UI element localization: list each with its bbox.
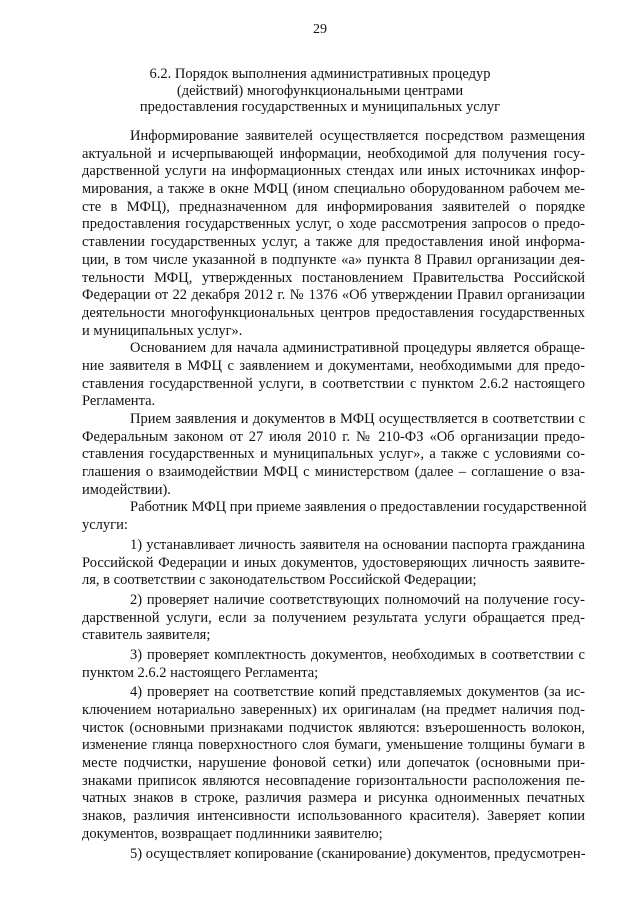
section-title-line: 6.2. Порядок выполнения административных процедур [149, 66, 491, 82]
text-line: ставления государственной услуги, в соответствии с пунктом 2.6.2 настоящего [82, 375, 585, 392]
text-line: Федерации от 22 декабря 2012 г. № 1376 «Об утверждении Правил организации [82, 287, 585, 304]
page-number: 29 [313, 22, 327, 37]
text-line: знаков, различия интенсивности использованного красителя). Заверяет копии [82, 808, 585, 825]
text-line: 3) проверяет комплектность документов, необходимых в соответствии с [130, 646, 585, 663]
paragraph [82, 647, 585, 682]
text-line: и муниципальных услуг». [82, 322, 243, 339]
paragraph [82, 128, 585, 340]
paragraph [82, 340, 585, 411]
text-line: знаками приписок являются несовпадение горизонтальности расположения пе- [82, 772, 585, 789]
text-line: документов, возвращает подлинники заявителю; [82, 825, 383, 842]
text-line: изменение глянца поверхностного слоя бумаги, уменьшение толщины бумаги в [82, 737, 585, 754]
text-line: Российской Федерации и иных документов, удостоверяющих личность заявите- [82, 554, 585, 571]
text-line: глашения о взаимодействии МФЦ с министерством (далее – соглашение о вза- [82, 464, 585, 481]
paragraph [82, 684, 585, 843]
text-line: тельности МФЦ, утвержденных постановлением Правительства Российской [82, 269, 585, 286]
paragraph [82, 592, 585, 645]
text-line: мирования, а также в окне МФЦ (ином специально оборудованном рабочем ме- [82, 181, 585, 198]
text-line: услуги: [82, 517, 128, 534]
text-line: чисток (основными признаками подчисток являются: взъерошенность волокон, [82, 719, 585, 736]
paragraph [82, 537, 585, 590]
text-line: Работник МФЦ при приеме заявления о предоставлении государственной [130, 499, 587, 516]
text-line: 1) устанавливает личность заявителя на основании паспорта гражданина [130, 536, 585, 553]
text-line: сте в МФЦ), предназначенном для информирования заявителей о порядке [82, 198, 585, 215]
text-line: имодействии). [82, 481, 171, 498]
text-line: Информирование заявителей осуществляется посредством размещения [130, 128, 585, 144]
text-line: Основанием для начала административной процедуры является обраще- [130, 340, 585, 357]
text-line: 4) проверяет на соответствие копий представляемых документов (за ис- [130, 684, 585, 701]
paragraph [82, 846, 585, 864]
text-line: актуальной и исчерпывающей информации, необходимой для получения госу- [82, 145, 585, 162]
text-line: дарственной услуги на информационных стендах или иных источниках инфор- [82, 163, 585, 180]
text-line: ставления государственных и муниципальных услуг», а также с условиями со- [82, 446, 585, 463]
text-line: пунктом 2.6.2 настоящего Регламента; [82, 664, 319, 681]
text-line: деятельности многофункциональных центров предоставления государственных [82, 304, 585, 321]
text-line: ции, в том числе указанной в подпункте «а» пункта 8 Правил организации дея- [82, 251, 585, 268]
text-line: ние заявителя в МФЦ с заявлением и документами, необходимыми для предо- [82, 357, 585, 374]
text-line: предоставления государственных услуг, о ходе рассмотрения запросов о предо- [82, 216, 585, 233]
text-line: 5) осуществляет копирование (сканирование) документов, предусмотрен- [130, 845, 586, 862]
text-line: Федеральным законом от 27 июля 2010 г. № 210-ФЗ «Об организации предо- [82, 428, 585, 445]
text-line: дарственной услуги, если за получением результата услуги обращается пред- [82, 609, 585, 626]
text-line: ставлении государственных услуг, а также для предоставления иной информа- [82, 234, 585, 251]
section-title-line: предоставления государственных и муниципальных услуг [139, 99, 501, 115]
text-line: чатных знаков в строке, различия размера и рисунка одноименных печатных [82, 790, 585, 807]
paragraph [82, 411, 585, 499]
text-line: Регламента. [82, 393, 156, 410]
body-text [82, 128, 585, 863]
section-title-line: (действий) многофункциональными центрами [176, 82, 464, 99]
text-line: ключением нотариально заверенных) их оригиналам (на предмет наличия под- [82, 702, 585, 718]
section-title [60, 66, 580, 116]
text-line: ставитель заявителя; [82, 627, 211, 644]
text-line: ля, в соответствии с законодательством Российской Федерации; [82, 572, 477, 589]
text-line: Прием заявления и документов в МФЦ осуществляется в соответствии с [130, 411, 585, 427]
text-line: месте подчистки, нарушение фоновой сетки) или допечаток (основными при- [82, 755, 585, 772]
paragraph [82, 499, 585, 534]
text-line: 2) проверяет наличие соответствующих полномочий на получение госу- [130, 591, 585, 608]
